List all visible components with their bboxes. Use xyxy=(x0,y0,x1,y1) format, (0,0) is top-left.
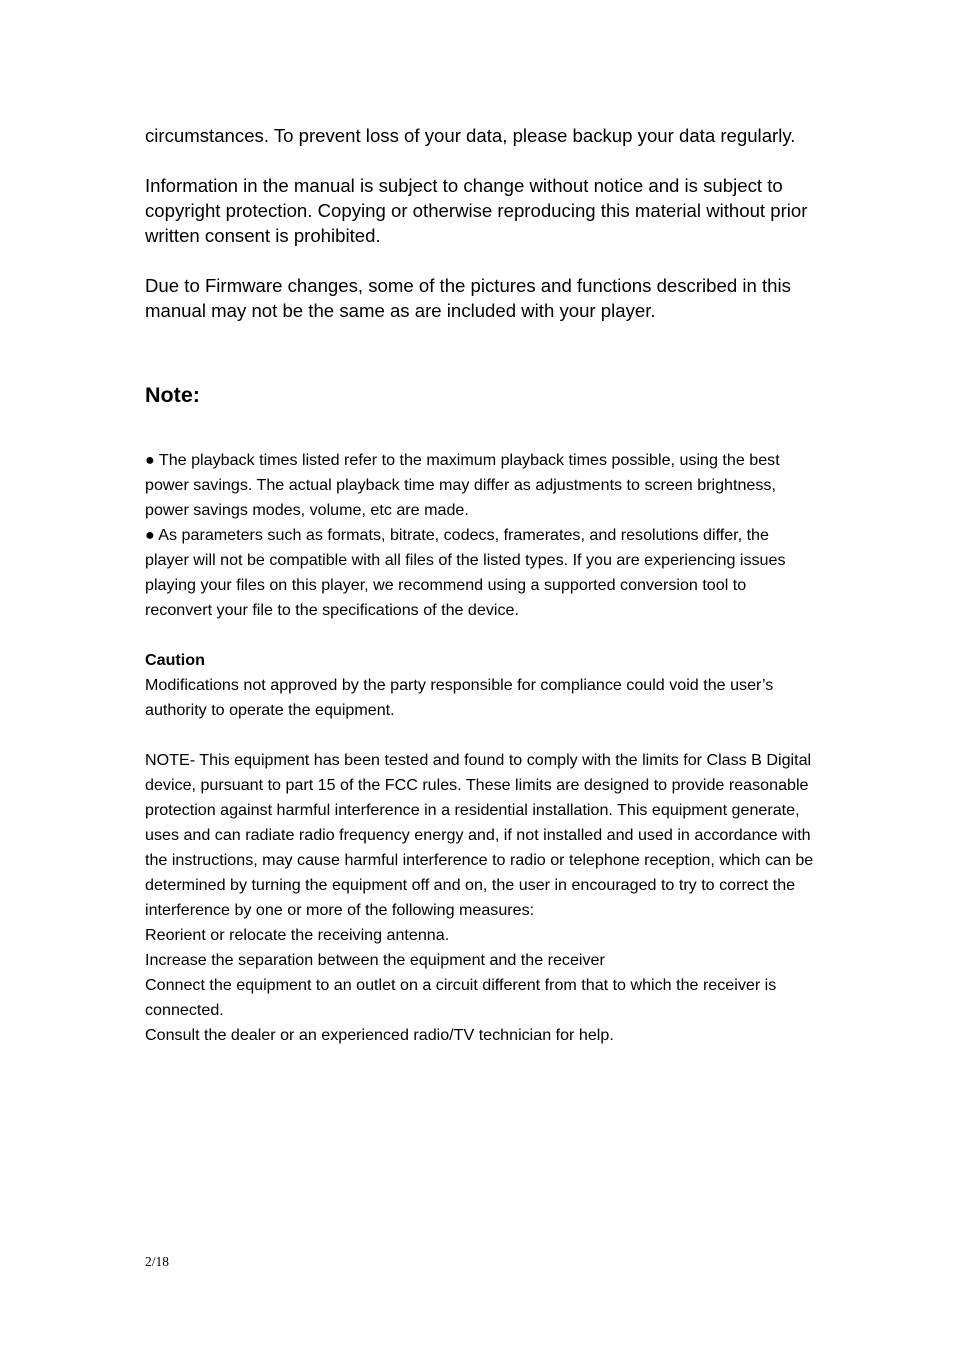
fcc-measure-separation: Increase the separation between the equipment and the receiver xyxy=(145,951,605,969)
caution-title: Caution xyxy=(145,651,205,669)
caution-text: Modifications not approved by the party responsible for compliance could void the user’s authority to operate the equipment. xyxy=(145,676,774,719)
fcc-measure-consult: Consult the dealer or an experienced radio/TV technician for help. xyxy=(145,1026,614,1044)
note-heading: Note: xyxy=(145,383,200,407)
note-bullet-compatibility: ● As parameters such as formats, bitrate, codecs, framerates, and resolutions differ, the player will not be compatible with all files of the listed types. If you are experiencing issues playing your files on this player, we recommend using a supported conversion tool to reconvert your file to the specifications of the device. xyxy=(145,526,786,619)
fcc-measure-outlet: Connect the equipment to an outlet on a circuit different from that to which the receiver is connected. xyxy=(145,976,777,1019)
document-page xyxy=(145,123,815,1048)
fcc-statement: NOTE- This equipment has been tested and found to comply with the limits for Class B Digital device, pursuant to part 15 of the FCC rules. These limits are designed to provide reasonable protection against harmful interference in a residential installation. This equipment generate, uses and can radiate radio frequency energy and, if not installed and used in accordance with the instructions, may cause harmful interference to radio or telephone reception, which can be determined by turning the equipment off and on, the user in encouraged to try to correct the interference by one or more of the following measures: xyxy=(145,751,814,919)
page-number: 2/18 xyxy=(145,1254,170,1269)
intro-paragraph-copyright: Information in the manual is subject to change without notice and is subject to copyright protection. Copying or otherwise reproducing this material without prior written consent is prohibited. xyxy=(145,175,808,246)
fcc-measure-reorient: Reorient or relocate the receiving antenna. xyxy=(145,926,450,944)
intro-paragraph-firmware: Due to Firmware changes, some of the pictures and functions described in this manual may not be the same as are included with your player. xyxy=(145,275,791,321)
intro-paragraph-data-backup: circumstances. To prevent loss of your data, please backup your data regularly. xyxy=(145,125,796,146)
note-bullet-playback-times: ● The playback times listed refer to the maximum playback times possible, using the best power savings. The actual playback time may differ as adjustments to screen brightness, power savings modes, volume, etc are made. xyxy=(145,451,780,519)
